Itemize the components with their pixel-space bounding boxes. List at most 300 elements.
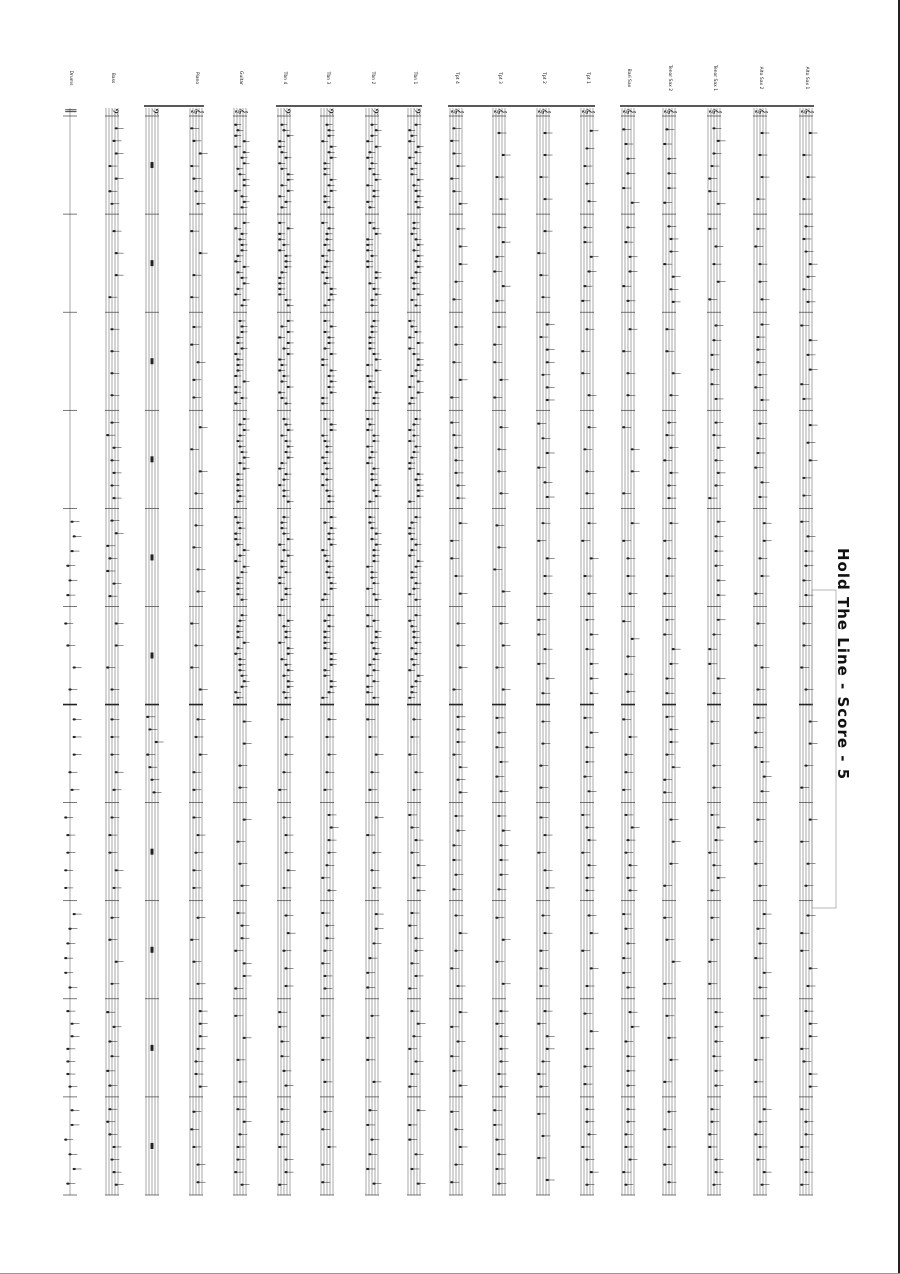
note-head bbox=[243, 467, 246, 469]
note-head bbox=[71, 1023, 74, 1025]
note-head bbox=[715, 565, 718, 567]
note-head bbox=[495, 300, 498, 302]
note-head bbox=[366, 266, 369, 268]
note-head bbox=[330, 325, 333, 327]
note-head bbox=[459, 1011, 462, 1013]
note-head bbox=[581, 814, 584, 816]
note-head bbox=[761, 1015, 764, 1017]
note-head bbox=[278, 544, 281, 546]
note-head bbox=[710, 814, 713, 816]
note-head bbox=[366, 260, 369, 262]
note-head bbox=[366, 1124, 369, 1126]
note-head bbox=[804, 885, 807, 887]
note-head bbox=[197, 361, 200, 363]
note-head bbox=[199, 1035, 202, 1037]
note-head bbox=[588, 593, 591, 595]
note-head bbox=[408, 1124, 411, 1126]
note-head bbox=[243, 140, 246, 142]
note-head bbox=[715, 1084, 718, 1086]
note-head bbox=[495, 717, 498, 719]
note-head bbox=[325, 238, 328, 240]
note-head bbox=[802, 494, 805, 496]
note-head bbox=[408, 320, 411, 322]
note-head bbox=[238, 620, 241, 622]
note-head bbox=[368, 336, 371, 338]
note-head bbox=[452, 859, 455, 861]
note-head bbox=[370, 255, 373, 257]
note-head bbox=[330, 391, 333, 393]
note-head bbox=[192, 869, 195, 871]
note-head bbox=[590, 557, 593, 559]
note-head bbox=[415, 653, 418, 655]
note-head bbox=[665, 692, 668, 694]
note-head bbox=[330, 353, 333, 355]
note-head bbox=[370, 451, 373, 453]
note-head bbox=[243, 429, 246, 431]
note-head bbox=[408, 1048, 411, 1050]
note-head bbox=[665, 1015, 668, 1017]
note-head bbox=[108, 939, 111, 941]
note-head bbox=[238, 173, 241, 175]
note-head bbox=[73, 535, 76, 537]
note-head bbox=[583, 226, 586, 228]
note-head bbox=[148, 728, 151, 730]
note-head bbox=[410, 1010, 413, 1012]
note-head bbox=[71, 1109, 74, 1111]
note-head bbox=[631, 202, 634, 204]
note-head bbox=[410, 173, 413, 175]
note-head bbox=[190, 1128, 193, 1130]
note-head bbox=[497, 888, 500, 890]
staff-tbn-3 bbox=[320, 108, 339, 1195]
note-head bbox=[73, 736, 76, 738]
note-head bbox=[243, 201, 246, 203]
note-head bbox=[450, 967, 453, 969]
note-head bbox=[672, 766, 675, 768]
note-head bbox=[238, 669, 241, 671]
note-head bbox=[366, 588, 369, 590]
note-head bbox=[541, 914, 544, 916]
note-head bbox=[537, 633, 540, 635]
note-head bbox=[287, 538, 290, 540]
instrument-label: Tbn 3 bbox=[325, 71, 330, 85]
note-head bbox=[756, 717, 759, 719]
note-head bbox=[626, 226, 629, 228]
note-head bbox=[287, 331, 290, 333]
note-head bbox=[708, 663, 711, 665]
note-head bbox=[761, 1037, 764, 1039]
note-head bbox=[500, 622, 503, 624]
staff-tpt-2 bbox=[536, 108, 555, 1195]
note-head bbox=[410, 538, 413, 540]
note-head bbox=[278, 238, 281, 240]
note-head bbox=[500, 1010, 503, 1012]
note-head bbox=[287, 429, 290, 431]
note-head bbox=[622, 789, 625, 791]
note-head bbox=[241, 571, 244, 573]
note-head bbox=[761, 298, 764, 300]
note-head bbox=[328, 375, 331, 377]
note-head bbox=[375, 146, 378, 148]
note-head bbox=[493, 361, 496, 363]
note-head bbox=[710, 889, 713, 891]
staff-alto-sax-1 bbox=[799, 108, 818, 1195]
note-head bbox=[546, 399, 549, 401]
note-head bbox=[323, 636, 326, 638]
note-head bbox=[585, 183, 588, 185]
note-head bbox=[756, 928, 759, 930]
note-head bbox=[328, 625, 331, 627]
note-head bbox=[243, 456, 246, 458]
note-head bbox=[328, 566, 331, 568]
note-head bbox=[717, 677, 720, 679]
note-head bbox=[282, 516, 285, 518]
note-head bbox=[241, 244, 244, 246]
note-head bbox=[500, 859, 503, 861]
note-head bbox=[370, 124, 373, 126]
note-head bbox=[325, 124, 328, 126]
note-head bbox=[670, 250, 673, 252]
note-head bbox=[417, 473, 420, 475]
note-head bbox=[756, 349, 759, 351]
note-head bbox=[73, 753, 76, 755]
note-head bbox=[282, 533, 285, 535]
note-head bbox=[629, 736, 632, 738]
note-head bbox=[807, 276, 810, 278]
note-head bbox=[234, 227, 237, 229]
note-head bbox=[285, 753, 288, 755]
note-head bbox=[278, 391, 281, 393]
note-head bbox=[450, 178, 453, 180]
note-head bbox=[236, 841, 239, 843]
note-head bbox=[330, 380, 333, 382]
note-head bbox=[800, 1184, 803, 1186]
note-head bbox=[325, 736, 328, 738]
note-head bbox=[241, 937, 244, 939]
note-head bbox=[285, 255, 288, 257]
note-head bbox=[325, 467, 328, 469]
note-head bbox=[194, 492, 197, 494]
note-head bbox=[236, 593, 239, 595]
note-head bbox=[754, 644, 757, 646]
note-head bbox=[234, 375, 237, 377]
note-head bbox=[278, 1146, 281, 1148]
note-head bbox=[375, 293, 378, 295]
note-head bbox=[238, 658, 241, 660]
note-head bbox=[495, 961, 498, 963]
note-head bbox=[497, 326, 500, 328]
note-head bbox=[287, 135, 290, 137]
note-head bbox=[285, 157, 288, 159]
note-head bbox=[194, 190, 197, 192]
note-head bbox=[412, 789, 415, 791]
note-head bbox=[330, 146, 333, 148]
note-head bbox=[754, 957, 757, 959]
note-head bbox=[373, 467, 376, 469]
note-head bbox=[624, 241, 627, 243]
note-head bbox=[756, 336, 759, 338]
note-head bbox=[330, 588, 333, 590]
note-head bbox=[408, 814, 411, 816]
note-head bbox=[415, 937, 418, 939]
note-head bbox=[199, 152, 202, 154]
note-head bbox=[539, 985, 542, 987]
note-head bbox=[199, 470, 202, 472]
note-head bbox=[199, 1010, 202, 1012]
note-head bbox=[665, 939, 668, 941]
note-head bbox=[115, 274, 118, 276]
note-head bbox=[663, 917, 666, 919]
note-head bbox=[243, 742, 246, 744]
note-head bbox=[375, 495, 378, 497]
note-head bbox=[585, 889, 588, 891]
note-head bbox=[544, 593, 547, 595]
note-head bbox=[670, 663, 673, 665]
note-head bbox=[452, 361, 455, 363]
note-head bbox=[715, 1040, 718, 1042]
note-head bbox=[278, 336, 281, 338]
note-head bbox=[282, 625, 285, 627]
note-head bbox=[106, 434, 109, 436]
note-head bbox=[370, 642, 373, 644]
note-head bbox=[493, 344, 496, 346]
note-head bbox=[115, 152, 118, 154]
note-head bbox=[761, 666, 764, 668]
note-head bbox=[328, 577, 331, 579]
note-head bbox=[626, 575, 629, 577]
note-head bbox=[622, 718, 625, 720]
note-head bbox=[663, 779, 666, 781]
note-head bbox=[234, 124, 237, 126]
note-head bbox=[366, 201, 369, 203]
note-head bbox=[663, 593, 666, 595]
note-head bbox=[809, 819, 812, 821]
note-head bbox=[370, 325, 373, 327]
note-head bbox=[457, 644, 460, 646]
note-head bbox=[323, 631, 326, 633]
note-head bbox=[624, 928, 627, 930]
note-head bbox=[544, 230, 547, 232]
note-head bbox=[287, 456, 290, 458]
note-head bbox=[417, 364, 420, 366]
note-head bbox=[282, 950, 285, 952]
note-head bbox=[802, 154, 805, 156]
note-head bbox=[710, 165, 713, 167]
note-head bbox=[278, 293, 281, 295]
note-head bbox=[410, 658, 413, 660]
note-head bbox=[330, 686, 333, 688]
note-head bbox=[457, 165, 460, 167]
note-head bbox=[410, 647, 413, 649]
note-head bbox=[73, 913, 76, 915]
note-head bbox=[234, 293, 237, 295]
note-head bbox=[321, 1181, 324, 1183]
note-head bbox=[328, 129, 331, 131]
note-head bbox=[663, 459, 666, 461]
note-head bbox=[408, 157, 411, 159]
note-head bbox=[325, 864, 328, 866]
note-head bbox=[763, 1108, 766, 1110]
clef-icon: 𝄞 bbox=[755, 108, 768, 115]
note-head bbox=[243, 222, 246, 224]
note-head bbox=[415, 975, 418, 977]
note-head bbox=[629, 864, 632, 866]
note-head bbox=[285, 1171, 288, 1173]
note-head bbox=[408, 987, 411, 989]
clef-icon: 𝄞 bbox=[191, 108, 204, 115]
note-head bbox=[287, 686, 290, 688]
note-head bbox=[236, 631, 239, 633]
note-head bbox=[241, 614, 244, 616]
note-head bbox=[670, 819, 673, 821]
note-head bbox=[146, 753, 149, 755]
note-head bbox=[807, 914, 810, 916]
note-head bbox=[667, 1146, 670, 1148]
note-head bbox=[408, 527, 411, 529]
note-head bbox=[590, 932, 593, 934]
note-head bbox=[415, 151, 418, 153]
note-head bbox=[325, 445, 328, 447]
note-head bbox=[800, 666, 803, 668]
note-head bbox=[408, 402, 411, 404]
note-head bbox=[190, 296, 193, 298]
note-head bbox=[667, 484, 670, 486]
note-head bbox=[585, 1108, 588, 1110]
note-head bbox=[238, 320, 241, 322]
rest-mark bbox=[151, 849, 154, 855]
note-head bbox=[583, 165, 586, 167]
note-head bbox=[375, 179, 378, 181]
note-head bbox=[459, 1084, 462, 1086]
note-head bbox=[412, 664, 415, 666]
note-head bbox=[328, 151, 331, 153]
note-head bbox=[809, 263, 812, 265]
note-head bbox=[712, 127, 715, 129]
note-head bbox=[234, 1171, 237, 1173]
note-head bbox=[454, 472, 457, 474]
note-head bbox=[375, 484, 378, 486]
note-head bbox=[330, 658, 333, 660]
note-head bbox=[323, 647, 326, 649]
note-head bbox=[800, 932, 803, 934]
note-head bbox=[590, 692, 593, 694]
note-head bbox=[809, 742, 812, 744]
note-head bbox=[670, 288, 673, 290]
note-head bbox=[280, 151, 283, 153]
note-head bbox=[412, 588, 415, 590]
note-head bbox=[285, 852, 288, 854]
note-head bbox=[321, 402, 324, 404]
note-head bbox=[629, 889, 632, 891]
note-head bbox=[663, 1128, 666, 1130]
note-head bbox=[459, 1146, 462, 1148]
note-head bbox=[410, 852, 413, 854]
note-head bbox=[321, 473, 324, 475]
note-head bbox=[493, 396, 496, 398]
note-head bbox=[241, 686, 244, 688]
note-head bbox=[366, 418, 369, 420]
note-head bbox=[412, 249, 415, 251]
note-head bbox=[321, 271, 324, 273]
note-head bbox=[373, 440, 376, 442]
note-head bbox=[408, 501, 411, 503]
note-head bbox=[459, 593, 462, 595]
note-head bbox=[190, 344, 193, 346]
clef-icon: 𝄢 bbox=[367, 108, 380, 116]
note-head bbox=[497, 1073, 500, 1075]
note-head bbox=[366, 140, 369, 142]
note-head bbox=[588, 426, 591, 428]
note-head bbox=[708, 1133, 711, 1135]
note-head bbox=[323, 462, 326, 464]
note-head bbox=[454, 1128, 457, 1130]
note-head bbox=[330, 190, 333, 192]
note-head bbox=[282, 375, 285, 377]
note-head bbox=[544, 834, 547, 836]
note-head bbox=[278, 1026, 281, 1028]
note-head bbox=[155, 741, 158, 743]
note-head bbox=[454, 1163, 457, 1165]
note-head bbox=[238, 423, 241, 425]
note-head bbox=[626, 655, 629, 657]
note-head bbox=[323, 950, 326, 952]
note-head bbox=[754, 731, 757, 733]
note-head bbox=[373, 1183, 376, 1185]
note-head bbox=[408, 140, 411, 142]
note-head bbox=[321, 1037, 324, 1039]
note-head bbox=[192, 1111, 195, 1113]
note-head bbox=[110, 372, 113, 374]
note-head bbox=[717, 619, 720, 621]
note-head bbox=[670, 522, 673, 524]
note-head bbox=[108, 557, 111, 559]
note-head bbox=[672, 372, 675, 374]
rest-mark bbox=[151, 1143, 154, 1149]
note-head bbox=[234, 987, 237, 989]
note-head bbox=[194, 524, 197, 526]
note-head bbox=[278, 577, 281, 579]
note-head bbox=[285, 834, 288, 836]
note-head bbox=[368, 456, 371, 458]
note-head bbox=[236, 473, 239, 475]
note-head bbox=[756, 198, 759, 200]
note-head bbox=[804, 565, 807, 567]
note-head bbox=[110, 520, 113, 522]
note-head bbox=[544, 132, 547, 134]
note-head bbox=[321, 484, 324, 486]
note-head bbox=[330, 369, 333, 371]
note-head bbox=[622, 972, 625, 974]
note-head bbox=[323, 304, 326, 306]
note-head bbox=[410, 375, 413, 377]
note-head bbox=[113, 447, 116, 449]
note-head bbox=[197, 983, 200, 985]
note-head bbox=[330, 653, 333, 655]
note-head bbox=[243, 151, 246, 153]
note-head bbox=[502, 688, 505, 690]
note-head bbox=[452, 434, 455, 436]
note-head bbox=[243, 819, 246, 821]
note-head bbox=[546, 386, 549, 388]
note-head bbox=[417, 380, 420, 382]
note-head bbox=[110, 328, 113, 330]
clef-icon: 𝄢 bbox=[322, 108, 335, 116]
note-head bbox=[110, 983, 113, 985]
note-head bbox=[373, 555, 376, 557]
note-head bbox=[809, 368, 812, 370]
clef-icon: 𝄞 bbox=[623, 108, 636, 115]
note-head bbox=[64, 887, 67, 889]
